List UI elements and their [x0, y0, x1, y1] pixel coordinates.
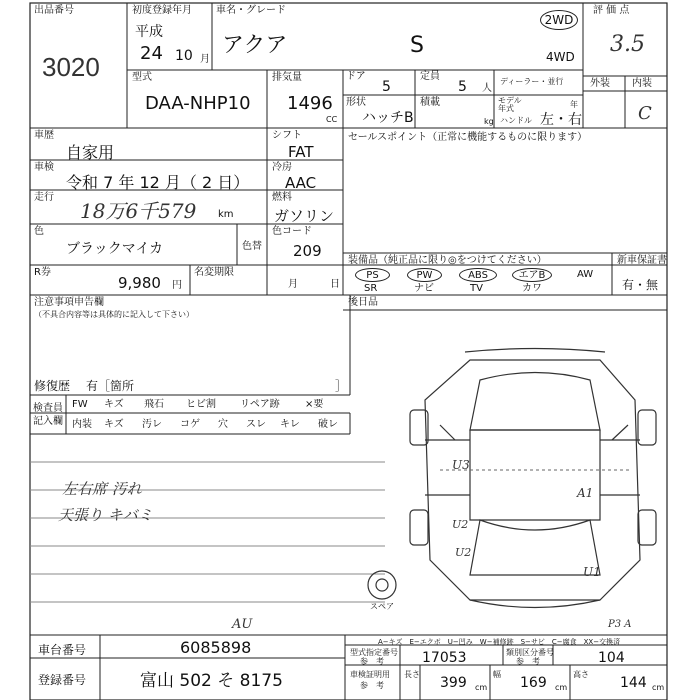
model-year-label: モデル 年式	[498, 96, 522, 113]
width-unit: cm	[555, 683, 568, 692]
fw-0: FW	[72, 399, 88, 410]
person-unit: 人	[482, 83, 492, 94]
declaration-label: 注意事項申告欄	[34, 297, 104, 308]
fw-1: キズ	[104, 399, 124, 410]
lot-number: 3020	[42, 52, 100, 82]
recycle-fee: 9,980	[118, 274, 161, 292]
width-label: 幅	[493, 670, 501, 679]
repair-close: ］	[335, 379, 348, 393]
equipment-label: 装備品（純正品に限り◎をつけてください）	[348, 255, 547, 266]
category-label: 類別区分番号	[506, 648, 554, 657]
retrofit-label: 後日品	[348, 297, 378, 308]
category: 104	[598, 650, 625, 666]
int-4: 穴	[218, 419, 228, 430]
damage-mark-p3a: P3 A	[608, 619, 632, 630]
equip-airbag: エアB	[512, 268, 552, 282]
load-label: 積載	[420, 97, 440, 108]
type-label: 型式	[132, 72, 152, 83]
plate-number: 富山 502 そ 8175	[140, 671, 283, 691]
height-unit: cm	[652, 683, 665, 692]
damage-legend: A−キズ E−エクボ U−凹み W−補修跡 S−サビ C−腐食 XX−交換済	[378, 638, 621, 646]
drive-4wd: 4WD	[546, 50, 575, 64]
spare-label: スペア	[370, 602, 394, 611]
chassis-label: 車台番号	[38, 643, 87, 657]
damage-mark-u2-a: U2	[452, 518, 469, 531]
warranty-label: 新車保証書	[617, 255, 667, 266]
name-change-label: 名変期限	[194, 267, 234, 278]
handwritten-note-3: AU	[232, 617, 253, 632]
recycle-label: R券	[34, 267, 51, 278]
height: 144	[620, 675, 647, 691]
equip-aw: AW	[577, 269, 594, 280]
usage-label: 車歴	[34, 130, 54, 141]
handle: 左・右	[540, 112, 582, 128]
damage-mark-u1: U1	[583, 565, 601, 579]
lot-label: 出品番号	[34, 5, 74, 16]
handwritten-note-2: 天張り キバミ	[58, 506, 153, 524]
fw-5: ×要	[305, 399, 324, 410]
length-label: 長さ	[404, 670, 420, 679]
month-unit-2: 月	[288, 279, 298, 290]
dealer-label: ディーラー・並行	[500, 77, 564, 86]
cc-unit: CC	[326, 115, 338, 124]
grade: S	[410, 33, 424, 58]
repair-value: 有［箇所	[86, 379, 135, 393]
damage-mark-u3: U3	[452, 458, 470, 472]
int-6: キレ	[280, 419, 300, 430]
first-reg-year: 24	[140, 43, 163, 64]
usage: 自家用	[66, 143, 115, 162]
drive-2wd: 2WD	[540, 10, 578, 30]
declaration-sub: （不具合内容等は具体的に記入して下さい）	[34, 310, 194, 319]
inspector-label: 検査員 記入欄	[33, 403, 63, 427]
color-label: 色	[34, 226, 44, 237]
plate-label: 登録番号	[38, 673, 87, 687]
equip-pw: PW	[407, 268, 442, 282]
int-1: キズ	[104, 419, 124, 430]
type-designation: 17053	[422, 650, 467, 666]
model-code: DAA-NHP10	[145, 93, 251, 114]
equip-abs: ABS	[459, 268, 497, 282]
height-label: 高さ	[573, 670, 589, 679]
category-ref: 参 考	[516, 657, 540, 666]
int-7: 破レ	[318, 419, 338, 430]
width: 169	[520, 675, 547, 691]
type-designation-ref: 参 考	[360, 657, 384, 666]
day-unit: 日	[330, 279, 340, 290]
chassis-number: 6085898	[180, 638, 252, 657]
color: ブラックマイカ	[66, 241, 164, 257]
doors-label: ドア	[346, 71, 366, 82]
first-reg-label: 初度登録年月	[132, 5, 192, 16]
first-reg-month: 10	[175, 48, 193, 64]
color-change-label: 色替	[242, 241, 262, 252]
km-unit: km	[218, 209, 234, 220]
damage-mark-u2-b: U2	[455, 546, 472, 559]
era: 平成	[135, 24, 163, 40]
model-label: 車名・グレード	[216, 5, 286, 16]
warranty: 有・無	[622, 278, 659, 292]
mileage-label: 走行	[34, 192, 54, 203]
shift-label: シフト	[272, 130, 302, 141]
inspection-label: 車検	[34, 162, 54, 173]
length-unit: cm	[475, 683, 488, 692]
ac-label: 冷房	[272, 162, 292, 173]
int-5: スレ	[246, 419, 266, 430]
color-code-label: 色コード	[272, 226, 312, 237]
ac: AAC	[285, 174, 317, 192]
inspection-date: 令和 7 年 12 月（ 2 日）	[66, 173, 250, 192]
doors: 5	[382, 79, 391, 95]
interior-label: 内装	[632, 78, 652, 89]
handwritten-note-1: 左右席 汚れ	[62, 480, 142, 498]
cert-label: 車検証明用	[350, 670, 390, 679]
shape-label: 形状	[346, 97, 366, 108]
fuel-label: 燃料	[272, 192, 292, 203]
displacement: 1496	[287, 93, 333, 114]
int-2: 汚レ	[142, 419, 162, 430]
month-unit: 月	[200, 54, 210, 65]
equip-leather: カワ	[522, 283, 542, 294]
shift: FAT	[288, 143, 314, 161]
handle-label: ハンドル	[500, 116, 532, 125]
sales-point-label: セールスポイント（正常に機能するものに限ります）	[348, 132, 588, 143]
int-3: コゲ	[180, 419, 200, 430]
equip-ps: PS	[355, 268, 390, 282]
capacity: 5	[458, 79, 467, 95]
length: 399	[440, 675, 467, 691]
score: 3.5	[610, 32, 645, 57]
fw-2: 飛石	[144, 399, 164, 410]
fw-4: リペア跡	[240, 399, 280, 410]
fuel: ガソリン	[274, 207, 335, 225]
mileage: 18万6千579	[80, 199, 197, 223]
displacement-label: 排気量	[272, 72, 302, 83]
car-name: アクア	[222, 33, 288, 58]
exterior-label: 外装	[590, 78, 610, 89]
repair-label: 修復歴	[34, 379, 71, 393]
shape: ハッチB	[362, 110, 414, 126]
color-code: 209	[293, 242, 322, 260]
equip-navi: ナビ	[414, 283, 434, 294]
cert-ref: 参 考	[360, 681, 384, 690]
capacity-label: 定員	[420, 71, 440, 82]
score-label: 評 価 点	[593, 5, 630, 16]
type-designation-label: 型式指定番号	[350, 648, 398, 657]
kg-unit: kg	[484, 117, 494, 126]
equip-sr: SR	[364, 283, 378, 294]
interior-grade: C	[638, 103, 652, 124]
year-unit: 年	[570, 100, 578, 109]
damage-mark-a1: A1	[577, 486, 594, 500]
int-0: 内装	[72, 419, 92, 430]
equip-tv: TV	[470, 283, 483, 294]
fw-3: ヒビ割	[186, 399, 216, 410]
yen-unit: 円	[172, 280, 182, 291]
